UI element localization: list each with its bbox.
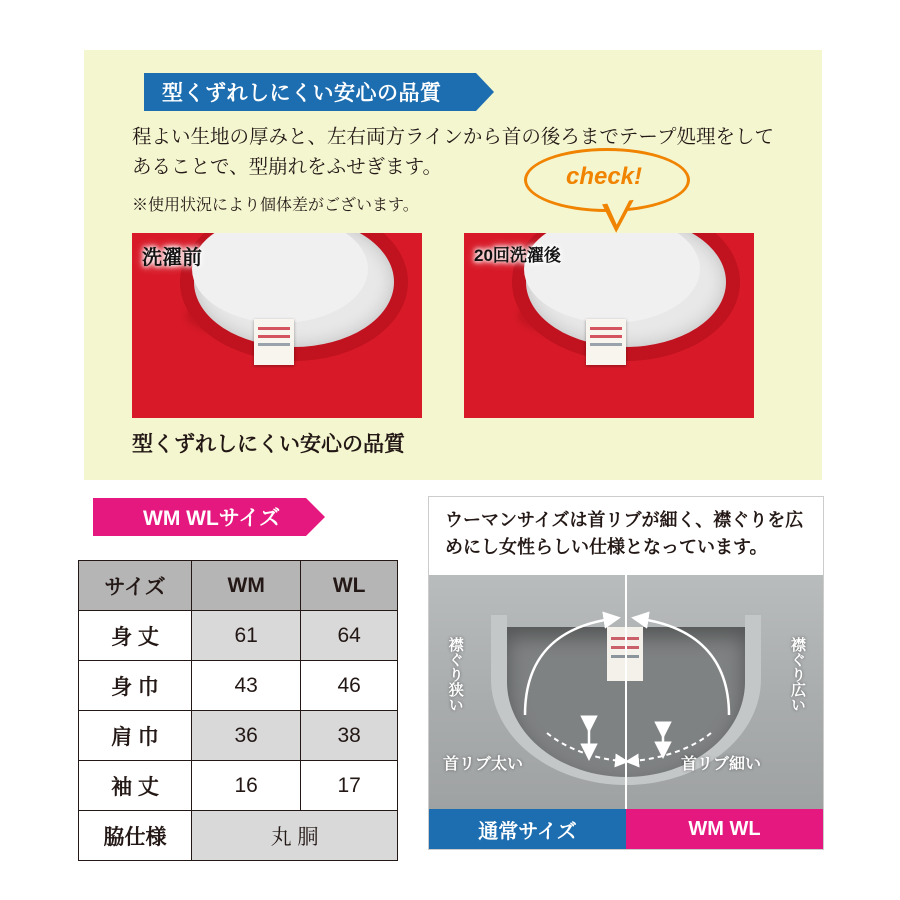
quality-ribbon-title <box>144 73 476 111</box>
row-value-wm: 16 <box>192 761 301 811</box>
table-row <box>79 611 398 661</box>
row-value-wm: 43 <box>192 661 301 711</box>
row-value-wl: 38 <box>301 711 398 761</box>
table-row <box>79 761 398 811</box>
annotation-thick-rib: 首リブ太い <box>443 756 524 773</box>
quality-ribbon-label: 型くずれしにくい安心の品質 <box>162 82 442 105</box>
photo-before-wash <box>132 233 422 418</box>
collar-photo <box>429 575 823 809</box>
row-value-wm: 36 <box>192 711 301 761</box>
neck-tag-line <box>590 335 622 338</box>
table-header-wl: WL <box>301 561 398 611</box>
quality-panel <box>84 50 822 480</box>
neck-tag <box>254 319 294 365</box>
annotation-wide-neckline: 襟ぐり広い <box>789 637 806 712</box>
row-label: 袖 丈 <box>79 761 192 811</box>
quality-note-text: ※使用状況により個体差がございます。 <box>132 197 419 214</box>
size-ribbon-title <box>93 498 306 536</box>
table-row-footer <box>79 811 398 861</box>
row-label: 身 丈 <box>79 611 192 661</box>
row-label: 肩 巾 <box>79 711 192 761</box>
collar-description: ウーマンサイズは首リブが細く、襟ぐりを広めにし女性らしい仕様となっています。 <box>445 510 804 557</box>
neck-tag-line <box>590 327 622 330</box>
row-value-wl: 64 <box>301 611 398 661</box>
table-header-row <box>79 561 398 611</box>
row-value-spec: 丸 胴 <box>192 811 398 861</box>
row-value-wm: 61 <box>192 611 301 661</box>
check-callout-label: check! <box>565 163 643 190</box>
comparison-divider <box>625 575 627 809</box>
table-header-size: サイズ <box>79 561 192 611</box>
annotation-thin-rib: 首リブ細い <box>681 756 762 773</box>
check-callout-tail-inner-icon <box>606 198 633 225</box>
category-label-wm-wl: WM WL <box>626 809 823 849</box>
photo-after-20-washes <box>464 233 754 418</box>
row-label: 身 巾 <box>79 661 192 711</box>
row-value-wl: 17 <box>301 761 398 811</box>
quality-caption-bottom: 型くずれしにくい安心の品質 <box>132 433 405 456</box>
category-label-normal-size: 通常サイズ <box>429 809 626 849</box>
photo-label-before: 洗濯前 <box>142 247 202 269</box>
neck-tag-line <box>590 343 622 346</box>
neck-tag <box>586 319 626 365</box>
neck-tag-line <box>258 327 290 330</box>
size-ribbon-label: WM WLサイズ <box>143 507 281 530</box>
table-header-wm: WM <box>192 561 301 611</box>
table-row <box>79 711 398 761</box>
row-label-spec: 脇仕様 <box>79 811 192 861</box>
table-row <box>79 661 398 711</box>
row-value-wl: 46 <box>301 661 398 711</box>
size-table <box>78 560 398 861</box>
neck-tag-line <box>258 343 290 346</box>
neck-tag-line <box>258 335 290 338</box>
collar-comparison-panel <box>428 496 824 850</box>
quality-body-text: 程よい生地の厚みと、左右両方ラインから首の後ろまでテープ処理をしてあることで、型崩れをふせぎます。 <box>132 126 774 179</box>
annotation-narrow-neckline: 襟ぐり狭い <box>446 637 464 712</box>
photo-label-after: 20回洗濯後 <box>474 246 561 265</box>
